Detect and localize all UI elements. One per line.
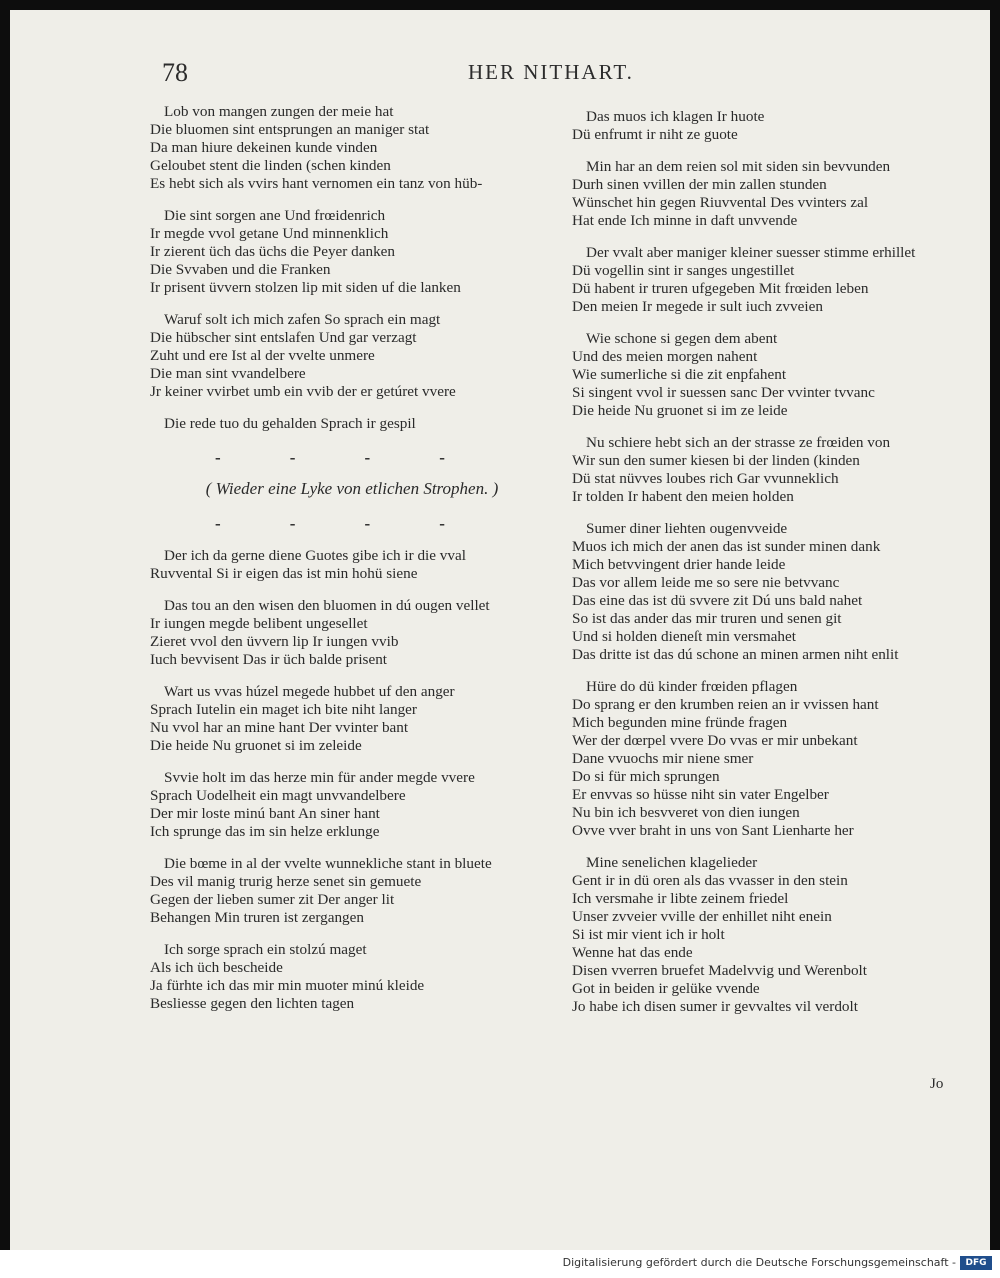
verse-line: Disen vverren bruefet Madelvvig und Werenbolt	[572, 962, 867, 979]
dot-mark: -	[289, 514, 296, 533]
page-header	[150, 58, 960, 98]
verse-line: Durh sinen vvillen der min zallen stunden	[572, 176, 827, 193]
ellipsis-dots	[215, 447, 445, 469]
catchword: Jo	[930, 1076, 944, 1092]
verse-line: Dü stat nüvves loubes rich Gar vvunneklich	[572, 470, 839, 487]
verse-line: Und des meien morgen nahent	[572, 348, 758, 365]
verse-line: Wie schone si gegen dem abent	[586, 330, 778, 347]
stanza	[150, 415, 554, 433]
verse-line: Muos ich mich der anen das ist sunder minen dank	[572, 538, 881, 555]
stanza	[150, 855, 554, 927]
verse-line: Do si für mich sprungen	[572, 768, 720, 785]
verse-line: Nu schiere hebt sich an der strasse ze frœiden von	[586, 434, 891, 451]
stanza	[572, 158, 977, 230]
stanza	[150, 207, 554, 297]
dot-mark: -	[215, 514, 221, 533]
verse-line: Jo habe ich disen sumer ir gevvaltes vil verdolt	[572, 998, 858, 1015]
verse-line: Do sprang er den krumben reien an ir vvissen hant	[572, 696, 879, 713]
stanza	[572, 108, 977, 144]
verse-line: Da man hiure dekeinen kunde vinden	[150, 139, 378, 156]
running-head: HER NITHART.	[468, 60, 634, 84]
dot-mark: -	[215, 448, 221, 467]
verse-line: Die heide Nu gruonet si im zeleide	[150, 737, 362, 754]
verse-line: Mine senelichen klagelieder	[586, 854, 758, 871]
verse-line: Die rede tuo du gehalden Sprach ir gespil	[164, 415, 416, 432]
verse-line: Ir prisent üvvern stolzen lip mit siden uf die lanken	[150, 279, 461, 296]
verse-line: Die sint sorgen ane Und frœidenrich	[164, 207, 386, 224]
verse-line: Geloubet stent die linden (schen kinden	[150, 157, 391, 174]
section-heading: ( Wieder eine Lyke von etlichen Strophen. )	[205, 479, 499, 498]
verse-line: Wir sun den sumer kiesen bi der linden (kinden	[572, 452, 860, 469]
stanza	[572, 244, 977, 316]
book-page	[10, 10, 990, 1250]
dot-mark: -	[364, 514, 371, 533]
verse-line: Der ich da gerne diene Guotes gibe ich ir die vval	[164, 547, 466, 564]
verse-line: Die Svvaben und die Franken	[150, 261, 331, 278]
verse-line: Ja fürhte ich das mir min muoter minú kleide	[150, 977, 425, 994]
verse-line: Wart us vvas húzel megede hubbet uf den anger	[164, 683, 455, 700]
verse-line: Ir zierent üch das üchs die Peyer danken	[150, 243, 396, 260]
verse-line: Dü vogellin sint ir sanges ungestillet	[572, 262, 795, 279]
verse-line: Besliesse gegen den lichten tagen	[150, 995, 355, 1012]
verse-line: Der vvalt aber maniger kleiner suesser stimme erhillet	[586, 244, 916, 261]
dot-mark: -	[364, 448, 371, 467]
dot-mark: -	[439, 448, 445, 467]
verse-line: Als ich üch bescheide	[150, 959, 283, 976]
stanza	[572, 434, 977, 506]
verse-line: Die man sint vvandelbere	[150, 365, 306, 382]
verse-line: Ich sorge sprach ein stolzú maget	[164, 941, 367, 958]
verse-line: Got in beiden ir gelüke vvende	[572, 980, 760, 997]
verse-line: Die bluomen sint entsprungen an maniger stat	[150, 121, 430, 138]
verse-line: Das tou an den wisen den bluomen in dú ougen vellet	[164, 597, 490, 614]
verse-line: Ir megde vvol getane Und minnenklich	[150, 225, 389, 242]
verse-line: Nu vvol har an mine hant Der vvinter bant	[150, 719, 409, 736]
verse-line: Wünschet hin gegen Riuvvental Des vvinters zal	[572, 194, 869, 211]
verse-line: Wer der dœrpel vvere Do vvas er mir unbekant	[572, 732, 858, 749]
ellipsis-dots	[215, 513, 445, 535]
verse-line: Hat ende Ich minne in daft unvvende	[572, 212, 798, 229]
verse-line: Und si holden dieneſt min versmahet	[572, 628, 796, 645]
verse-line: Sumer diner liehten ougenvveide	[586, 520, 788, 537]
verse-line: Der mir loste minú bant An siner hant	[150, 805, 380, 822]
verse-line: Mich betvvingent drier hande leide	[572, 556, 786, 573]
stanza	[150, 311, 554, 401]
left-column	[150, 103, 554, 1027]
verse-line: Sprach Uodelheit ein magt unvvandelbere	[150, 787, 406, 804]
verse-line: Ich sprunge das im sin helze erklunge	[150, 823, 380, 840]
stanza	[572, 330, 977, 420]
verse-line: Gent ir in dü oren als das vvasser in den stein	[572, 872, 848, 889]
verse-line: Die heide Nu gruonet si im ze leide	[572, 402, 788, 419]
verse-line: Die bœme in al der vvelte wunnekliche stant in bluete	[164, 855, 492, 872]
stanza	[150, 547, 554, 583]
stanza	[150, 683, 554, 755]
verse-line: Min har an dem reien sol mit siden sin bevvunden	[586, 158, 891, 175]
verse-line: Das vor allem leide me so sere nie betvvanc	[572, 574, 840, 591]
stanza	[150, 941, 554, 1013]
verse-line: Es hebt sich als vvirs hant vernomen ein tanz von hüb-	[150, 175, 483, 192]
verse-line: Ir tolden Ir habent den meien holden	[572, 488, 794, 505]
verse-line: Jr keiner vvirbet umb ein vvib der er getúret vvere	[150, 383, 456, 400]
verse-line: Des vil manig trurig herze senet sin gemuete	[150, 873, 422, 890]
verse-line: Si ist mir vient ich ir holt	[572, 926, 725, 943]
verse-line: Ovve vver braht in uns von Sant Lienharte her	[572, 822, 854, 839]
verse-line: Iuch bevvisent Das ir üch balde prisent	[150, 651, 388, 668]
dfg-logo-icon: DFG	[960, 1256, 992, 1270]
verse-line: Den meien Ir megede ir sult iuch zvveien	[572, 298, 823, 315]
verse-line: Unser zvveier vville der enhillet niht enein	[572, 908, 832, 925]
verse-line: Waruf solt ich mich zafen So sprach ein magt	[164, 311, 441, 328]
verse-line: Gegen der lieben sumer zit Der anger lit	[150, 891, 395, 908]
stanza	[572, 854, 977, 1016]
verse-line: Das muos ich klagen Ir huote	[586, 108, 765, 125]
verse-line: Die hübscher sint entslafen Und gar verzagt	[150, 329, 417, 346]
verse-line: Si singent vvol ir suessen sanc Der vvinter tvvanc	[572, 384, 875, 401]
verse-line: Dane vvuochs mir niene smer	[572, 750, 754, 767]
verse-line: Ich versmahe ir libte zeinem friedel	[572, 890, 789, 907]
verse-line: Wie sumerliche si die zit enpfahent	[572, 366, 787, 383]
verse-line: So ist das ander das mir truren und senen git	[572, 610, 842, 627]
page-number: 78	[162, 58, 188, 87]
verse-line: Lob von mangen zungen der meie hat	[164, 103, 394, 120]
stanza	[150, 597, 554, 669]
verse-line: Zieret vvol den üvvern lip Ir iungen vvib	[150, 633, 399, 650]
verse-line: Ruvvental Si ir eigen das ist min hohü siene	[150, 565, 418, 582]
verse-line: Mich begunden mine fründe fragen	[572, 714, 788, 731]
verse-line: Dü enfrumt ir niht ze guote	[572, 126, 738, 143]
digitization-footer	[0, 1250, 1000, 1278]
verse-line: Behangen Min truren ist zergangen	[150, 909, 364, 926]
verse-line: Er envvas so hüsse niht sin vater Engelber	[572, 786, 829, 803]
verse-line: Das eine das ist dü svvere zit Dú uns bald nahet	[572, 592, 863, 609]
stanza	[572, 520, 977, 664]
verse-line: Sprach Iutelin ein maget ich bite niht langer	[150, 701, 417, 718]
verse-line: Dü habent ir truren ufgegeben Mit frœiden leben	[572, 280, 869, 297]
dot-mark: -	[439, 514, 445, 533]
verse-line: Svvie holt im das herze min für ander megde vvere	[164, 769, 475, 786]
dot-mark: -	[289, 448, 296, 467]
verse-line: Hüre do dü kinder frœiden pflagen	[586, 678, 798, 695]
stanza	[572, 678, 977, 840]
verse-line: Das dritte ist das dú schone an minen armen niht enlit	[572, 646, 899, 663]
right-column	[572, 108, 977, 1030]
verse-line: Ir iungen megde belibent ungesellet	[150, 615, 368, 632]
dfg-credit: Digitalisierung gefördert durch die Deutsche Forschungsgemeinschaft -	[562, 1256, 956, 1269]
stanza	[150, 769, 554, 841]
verse-line: Wenne hat das ende	[572, 944, 693, 961]
verse-line: Nu bin ich besvveret von dien iungen	[572, 804, 800, 821]
verse-line: Zuht und ere Ist al der vvelte unmere	[150, 347, 375, 364]
stanza	[150, 103, 554, 193]
